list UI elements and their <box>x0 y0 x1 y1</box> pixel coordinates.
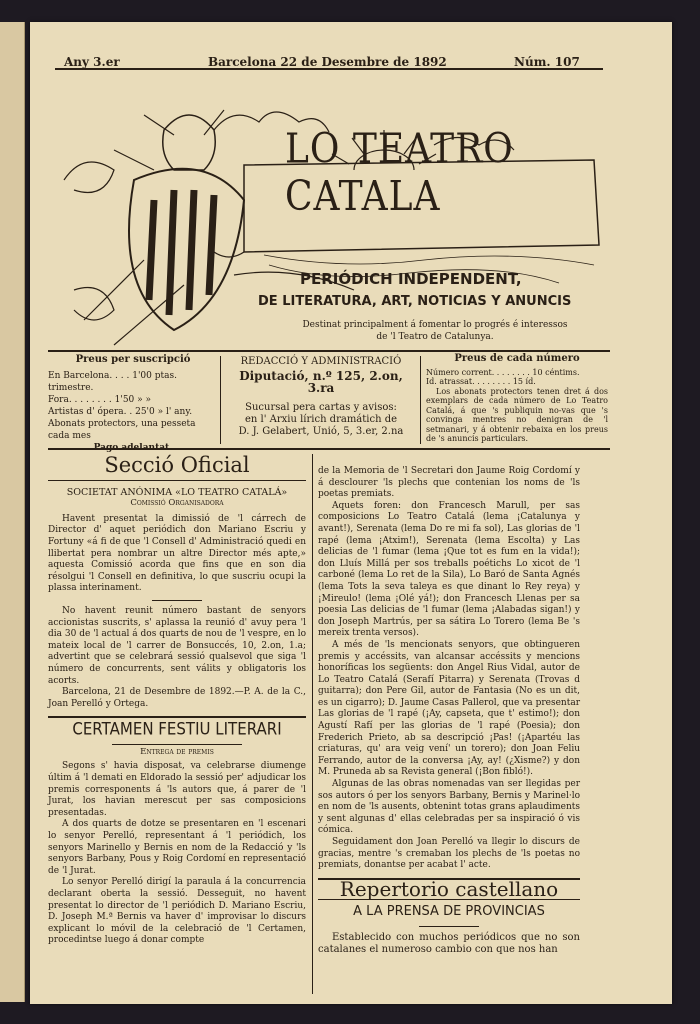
paragraph: Aquets foren: don Francesch Marull, per sas composicions Lo Teatro Catalá (lema ¡Catalunya y avant!), Serenata (lema Do re mi fa sol), Las glorias de 'l rapé (lema ¡Atxim!), Serenata (lema Escolta) y Las delicias de 'l fumar (lema ¡Que tot es fum en la vida!); don Lluís Millá per sos treballs poétichs Lo xicot de 'l carboné (lema Lo ret de la Sila), Lo Baró de Santa Agnés (lema Tots la seva taleya es que dinant lo Rey reya) y ¡Mireulo! (lema ¡Olé yá!); don Francesch Llenas per sa poesia Las delicias de 'l fumar (lema ¡Alabadas sigan!) y don Joseph Martrús, per sa sátira Lo Torero (lema Be 's mereix trenta versos). <box>318 500 580 639</box>
paragraph: Barcelona, 21 de Desembre de 1892.—P. A. de la C., Joan Perelló y Ortega. <box>48 687 306 709</box>
payment-note: Pago adelantat. <box>93 443 173 453</box>
subscription-line: Fora. . . . . . . . 1'50 » » <box>48 395 151 405</box>
subtitle-topics: DE LITERATURA, ART, NOTICIAS Y ANUNCIS <box>258 294 572 309</box>
date-label: Barcelona 22 de Desembre de 1892 <box>208 55 447 69</box>
right-column <box>318 466 580 956</box>
subtitle-purpose <box>295 319 575 343</box>
section-oficial-title: Secció Oficial <box>104 453 250 477</box>
repertorio-title: Repertorio castellano <box>339 876 559 901</box>
societat-heading: SOCIETAT ANÓNIMA «LO TEATRO CATALÁ» <box>66 486 288 498</box>
subscription-line: En Barcelona. . . . 1'00 ptas. trimestre. <box>48 371 177 393</box>
purpose-line-1: Destinat principalment á fomentar lo progrés é interessos <box>302 320 568 330</box>
small-rule <box>152 600 202 601</box>
comissio-heading: Comissió Organisadora <box>130 498 224 509</box>
info-box <box>48 350 610 453</box>
paragraph: de la Memoria de 'l Secretari don Jaume Roig Cordomí y á desclourer 'ls plechs que contenian los noms de 'ls poetas premiats. <box>318 466 580 500</box>
paragraph: Havent presentat la dimissió de 'l cárrech de Director d' aquet periódich don Mariano Escriu y Fortuny «á fi de que 'l Consell d' Administració quedi en llibertat pera nombrar un altre Director més apte,» aquesta Comissió acorda que fins que en son dia résolgui 'l Consell en definitiva, lo que suscriu ocupi la plassa interinament. <box>48 513 306 594</box>
info-divider-2 <box>420 356 421 444</box>
year-label: Any 3.er <box>64 55 120 69</box>
issue-prices-heading: Preus de cada número <box>454 353 580 364</box>
branch-line: Sucursal pera cartas y avisos: <box>245 402 397 413</box>
left-page-edge <box>0 22 25 1002</box>
purpose-line-2: de 'l Teatro de Catalunya. <box>376 332 494 342</box>
section-rule <box>48 480 306 481</box>
paragraph: Algunas de las obras nomenadas van ser llegidas per sos autors ó per los senyors Barbany, Bernis y Marinel·lo en nom de 'ls ausents, obtenint totas grans aplaudiments y sent algunas d' ellas celebradas per sa inspiració ó vis cómica. <box>318 779 580 836</box>
paragraph: A dos quarts de dotze se presentaren en 'l escenari lo senyor Perelló, representant á 'l periódich, los senyors Marinello y Bernis en nom de la Redacció y 'ls senyors Barbany, Pous y Roig Cordomí en representació de 'l Jurat. <box>48 819 306 876</box>
paragraph: Establecido con muchos periódicos que no son catalanes el numeroso cambio con que nos han <box>318 931 580 955</box>
redaction-address: Diputació, n.º 125, 2.on, 3.ra <box>239 369 403 395</box>
small-rule <box>419 926 479 927</box>
entrega-heading: Entrega de premis <box>140 746 214 757</box>
redaction-heading: REDACCIÓ Y ADMINISTRACIÓ <box>240 356 402 367</box>
prensa-title: A LA PRENSA DE PROVINCIAS <box>353 904 545 920</box>
branch-line: en l' Arxiu lírich dramátich de <box>244 414 398 425</box>
price-line: Número corrent. . . . . . . . 10 céntims. <box>426 367 580 377</box>
price-line: Id. atrassat. . . . . . . . 15 íd. <box>426 377 536 386</box>
section-rule <box>48 716 306 718</box>
issue-number: Núm. 107 <box>514 55 580 69</box>
subscription-prices <box>48 354 218 454</box>
paragraph: No havent reunit número bastant de senyors accionistas suscrits, s' aplassa la reunió d' avuy pera 'l dia 30 de 'l actual á dos quarts de nou de 'l vespre, en lo mateix local de 'l carrer de Bonsuccés, 10, 2.on, 1.a; advertint que se celebrará sessió qualsevol que siga 'l número de concurrents, sent válits y obligatoris los acorts. <box>48 605 306 686</box>
paragraph: Lo senyor Perelló dirigí la paraula á la concurrencia declarant oberta la sessió. Desseguit, no havent presentat lo director de 'l periódich D. Mariano Escriu, D. Joseph M.ª Bernis va haver d' improvisar lo discurs explicant lo móvil de la celebració de 'l Certamen, procedintse luego á donar compte <box>48 877 306 946</box>
paragraph: Segons s' havia disposat, va celebrarse diumenge últim á 'l demati en Eldorado la sessió per' adjudicar los premis corresponents á 'ls autors que, á parer de 'l Jurat, los havian merescut per sas composicions presentadas. <box>48 761 306 818</box>
header-rule <box>55 68 603 70</box>
subscription-line: Artistas d' ópera. . 25'0 » l' any. <box>48 407 193 417</box>
subscription-line: Abonats protectors, una pesseta cada mes <box>48 419 196 441</box>
newspaper-title: LO TEATRO CATALA <box>285 125 514 221</box>
info-divider-1 <box>220 356 221 444</box>
redaction-info <box>224 356 418 438</box>
column-divider <box>312 454 313 994</box>
small-rule <box>112 744 242 745</box>
subscription-heading: Preus per suscripció <box>75 354 191 365</box>
left-column <box>48 454 306 947</box>
subtitle-independent: PERIÓDICH INDEPENDENT, <box>300 270 522 288</box>
branch-line: D. J. Gelabert, Unió, 5, 3.er, 2.na <box>238 426 404 437</box>
newspaper-page <box>30 22 672 1004</box>
issue-prices <box>426 354 608 444</box>
paragraph: Seguidament don Joan Perelló va llegir lo discurs de gracias, mentre 's cremaban los plechs de 'ls poetas no premiats, donantse per acabat l' acte. <box>318 837 580 871</box>
paragraph: A més de 'ls mencionats senyors, que obtingueren premis y accéssits, van alcansar accéssits y mencions honoríficas los següents: don Angel Rius Vidal, autor de Lo Teatro Catalá (Serafí Pitarra) y Serenata (Trovas d guitarra); don Pere Gil, autor de Fantasia (No es un dit, es un cigarro); D. Jaume Casas Pallerol, que va presentar Las glorias de 'l rapé (¡Ay, capseta, que t' estimo!); don Agustí Rafí per las glorias de 'l rapé (Poesia); don Frederich Prieto, ab sa descripció ¡Pas! (¡Apartéu las criaturas, qu' ara veig vení' un torero); don Joan Feliu Ferrando, autor de la conversa ¡Ay, ay! (¿Xisme?) y don M. Pruneda ab sa Revista general (¡Bon fibló!). <box>318 639 580 778</box>
protector-note: Los abonats protectors tenen dret á dos exemplars de cada número de Lo Teatro Catalá, á que 's publiquin no-vas que 's convinga mentres no denigran de 'l setmanari, y á obtenir rebaixa en los preus de 's anuncis particulars. <box>426 386 608 443</box>
certamen-title: CERTAMEN FESTIU LITERARI <box>72 719 282 740</box>
